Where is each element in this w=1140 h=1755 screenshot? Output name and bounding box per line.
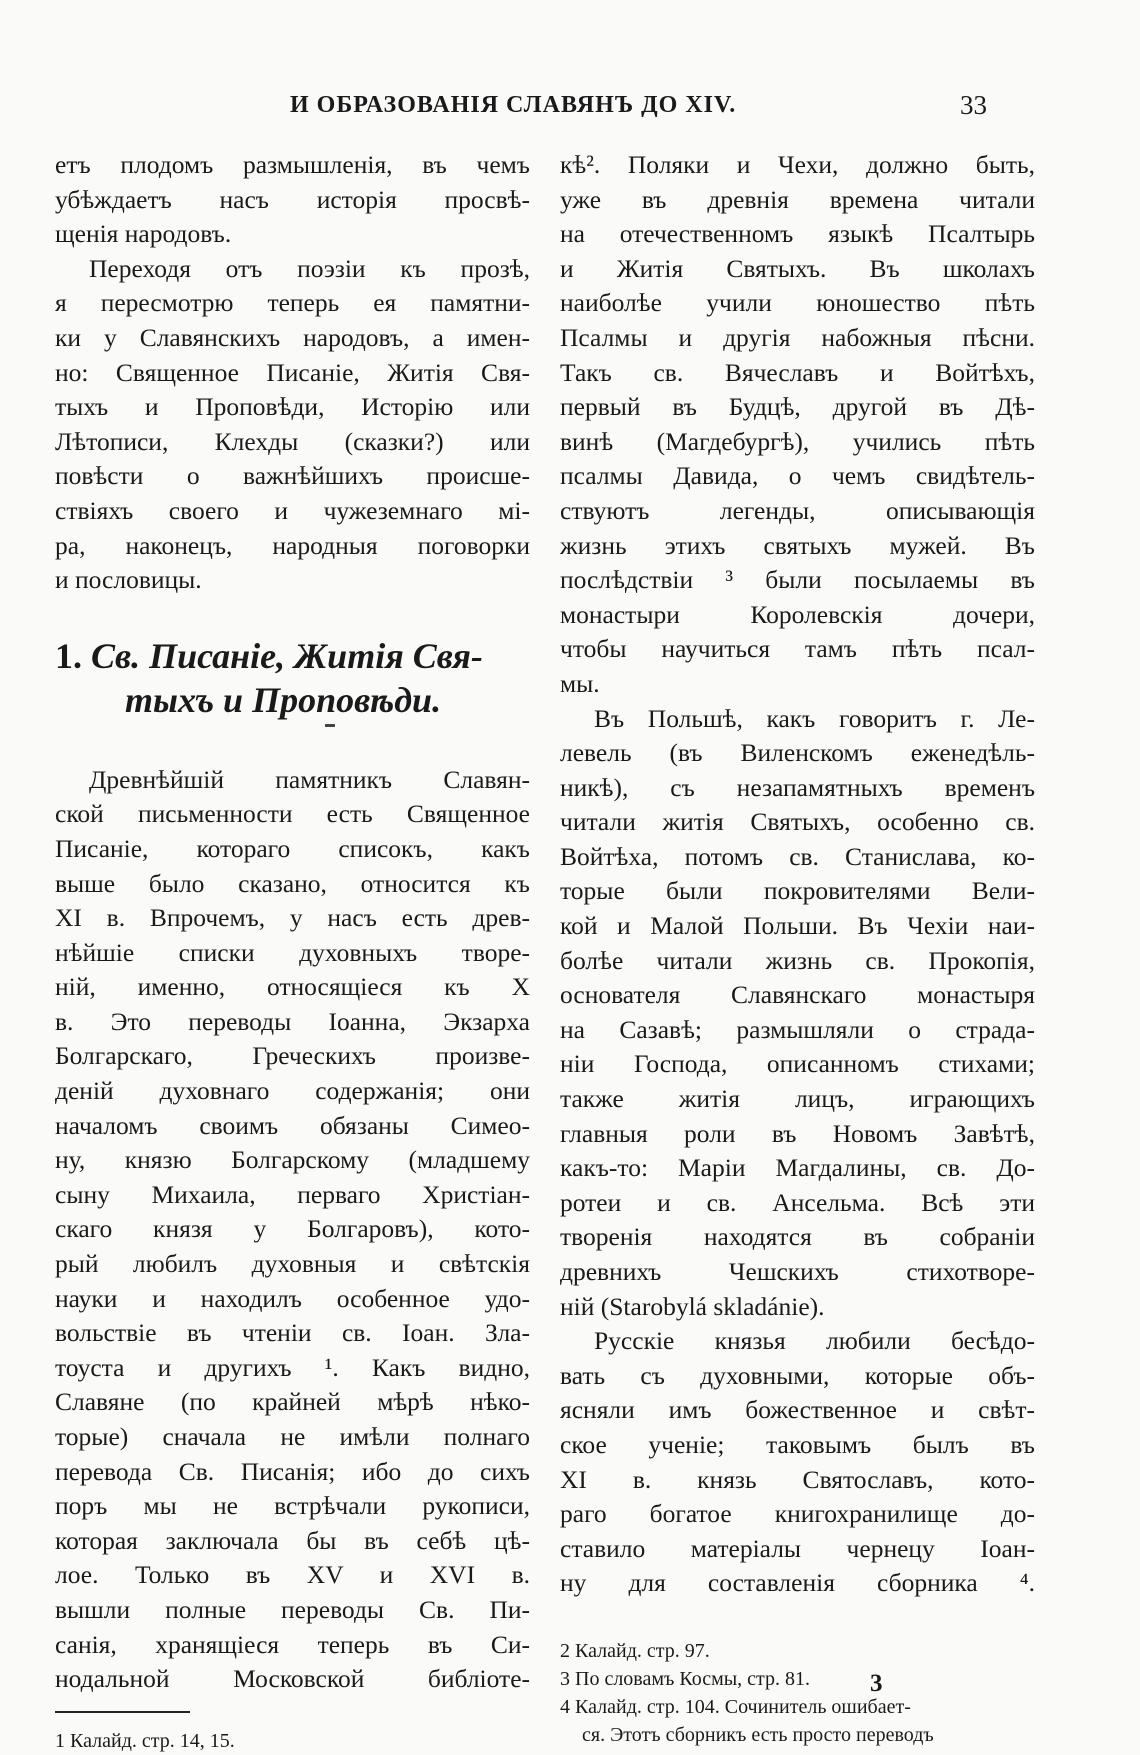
text-line: ра, наконецъ, народныя поговорки xyxy=(55,530,530,560)
section-heading xyxy=(55,634,530,722)
text-line: ній, именно, относящіеся къ X xyxy=(55,972,530,1002)
text-line: Болгарскаго, Греческихъ произве- xyxy=(55,1041,530,1071)
footnote: 3 По словамъ Космы, стр. 81. xyxy=(560,1667,811,1690)
spacer xyxy=(55,727,530,763)
text-line: лое. Только въ XV и XVI в. xyxy=(55,1560,530,1590)
text-line: кой и Малой Польши. Въ Чехіи наи- xyxy=(560,911,1035,941)
text-line: науки и находилъ особенное удо- xyxy=(55,1283,530,1313)
text-line: ясняли имъ божественное и свѣт- xyxy=(560,1395,1035,1425)
text-line: нѣйшіе списки духовныхъ творе- xyxy=(55,937,530,967)
text-line: щенія народовъ. xyxy=(55,219,232,249)
text-line: Переходя отъ поэзіи къ прозѣ, xyxy=(89,253,530,283)
paragraph-1 xyxy=(55,148,530,252)
text-line: послѣдствіи ³ были посылаемы въ xyxy=(560,565,1035,595)
text-line: какъ-то: Маріи Магдалины, св. До- xyxy=(560,1153,1035,1183)
paragraph-2 xyxy=(560,702,1035,1325)
text-line: поръ мы не встрѣчали рукописи, xyxy=(55,1491,530,1521)
text-line: Лѣтописи, Клехды (сказки?) или xyxy=(55,426,530,456)
paragraph-2 xyxy=(55,252,530,598)
paragraph-3 xyxy=(560,1324,1035,1601)
text-line: тыхъ и Проповѣди, Исторію или xyxy=(55,392,530,422)
text-line: Такъ св. Вячеславъ и Войтѣхъ, xyxy=(560,357,1035,387)
left-column xyxy=(55,148,530,1755)
text-line: выше было сказано, относится къ xyxy=(55,868,530,898)
text-line: читали житія Святыхъ, особенно св. xyxy=(560,807,1035,837)
text-line: наиболѣе учили юношество пѣть xyxy=(560,288,1035,318)
text-line: ставило матеріалы чернецу Іоан- xyxy=(560,1533,1035,1563)
text-line: перевода Св. Писанія; ибо до сихъ xyxy=(55,1456,530,1486)
right-column xyxy=(560,148,1035,1749)
text-line: ніи Господа, описанномъ стихами; xyxy=(560,1049,1035,1079)
text-line: вольствіе въ чтеніи св. Іоан. Зла- xyxy=(55,1318,530,1348)
text-line: жизнь этихъ святыхъ мужей. Въ xyxy=(560,530,1035,560)
text-line: Войтѣха, потомъ св. Станислава, ко- xyxy=(560,841,1035,871)
text-line: ское ученіе; таковымъ былъ въ xyxy=(560,1429,1035,1459)
text-line: нодальной Московской библіоте- xyxy=(55,1664,530,1694)
text-line: Писаніе, котораго списокъ, какъ xyxy=(55,833,530,863)
text-line: монастыри Королевскія дочери, xyxy=(560,599,1035,629)
page-number: 33 xyxy=(960,90,987,120)
text-line: деній духовнаго содержанія; они xyxy=(55,1076,530,1106)
paragraph-3 xyxy=(55,763,530,1697)
spacer xyxy=(560,1601,1035,1637)
text-line: санія, хранящіеся теперь въ Си- xyxy=(55,1629,530,1659)
text-line: болѣе читали жизнь св. Прокопія, xyxy=(560,945,1035,975)
text-line: и пословицы. xyxy=(55,565,202,595)
text-line: торые) сначала не имѣли полнаго xyxy=(55,1422,530,1451)
section-heading-line-1: Св. Писаніе, Житія Свя- xyxy=(91,635,483,676)
text-line: кѣ². Поляки и Чехи, должно быть, xyxy=(560,150,1035,179)
text-line: основателя Славянскаго монастыря xyxy=(560,980,1035,1010)
text-line: сыну Михаила, перваго Христіан- xyxy=(55,1179,530,1209)
text-line: раго богатое книгохранилище до- xyxy=(560,1499,1035,1529)
text-line: также житія лицъ, играющихъ xyxy=(560,1084,1035,1114)
text-line: и Житія Святыхъ. Въ школахъ xyxy=(560,253,1035,283)
text-line: мы. xyxy=(560,668,600,698)
text-line: уже въ древнія времена читали xyxy=(560,184,1035,214)
text-line: ствіяхъ своего и чужеземнаго мі- xyxy=(55,495,530,525)
text-line: никѣ), съ незапамятныхъ временъ xyxy=(560,772,1035,802)
text-line: древнихъ Чешскихъ стихотворе- xyxy=(560,1257,1035,1286)
text-line: я пересмотрю теперь ея памятни- xyxy=(55,288,530,318)
text-line: повѣсти о важнѣйшихъ происше- xyxy=(55,461,530,491)
text-line: главныя роли въ Новомъ Завѣтѣ, xyxy=(560,1118,1035,1148)
text-line: началомъ своимъ обязаны Симео- xyxy=(55,1110,530,1140)
text-line: чтобы научиться тамъ пѣть псал- xyxy=(560,634,1035,664)
running-title: И ОБРАЗОВАНІЯ СЛАВЯНЪ ДО XIV. xyxy=(290,92,737,118)
text-line: ну, князю Болгарскому (младшему xyxy=(55,1145,530,1175)
text-line: ну для составленія сборника ⁴. xyxy=(560,1568,1035,1598)
printer-signature: 3 xyxy=(870,1670,883,1697)
text-line: скаго князя у Болгаровъ), кото- xyxy=(55,1214,530,1244)
text-line: ротеи и св. Ансельма. Всѣ эти xyxy=(560,1187,1035,1217)
text-line: в. Это переводы Іоанна, Экзарха xyxy=(55,1006,530,1036)
text-line: етъ плодомъ размышленія, въ чемъ xyxy=(55,150,530,179)
text-line: которая заключала бы въ себѣ цѣ- xyxy=(55,1525,530,1555)
text-line: XI в. Впрочемъ, у насъ есть древ- xyxy=(55,903,530,933)
text-line: Псалмы и другія набожныя пѣсни. xyxy=(560,322,1035,352)
paragraph-1 xyxy=(560,148,1035,702)
text-line: Русскіе князья любили бесѣдо- xyxy=(594,1326,1035,1356)
text-line: левель (въ Виленскомъ еженедѣль- xyxy=(560,738,1035,768)
text-line: винѣ (Магдебургѣ), учились пѣть xyxy=(560,426,1035,456)
page-header xyxy=(0,88,1140,128)
text-line: рый любилъ духовныя и свѣтскія xyxy=(55,1249,530,1279)
footnote: 1 Калайд. стр. 14, 15. xyxy=(55,1729,235,1752)
section-heading-line-2: тыхъ и Проповѣди. xyxy=(125,679,442,720)
footnote: 2 Калайд. стр. 97. xyxy=(560,1639,710,1662)
text-line: ствуютъ легенды, описывающія xyxy=(560,495,1035,525)
text-line: вышли полные переводы Св. Пи- xyxy=(55,1594,530,1624)
text-line: Славяне (по крайней мѣрѣ нѣко- xyxy=(55,1387,530,1417)
text-line: Древнѣйшій памятникъ Славян- xyxy=(89,764,530,794)
text-line: творенія находятся въ собраніи xyxy=(560,1222,1035,1252)
text-line: но: Священное Писаніе, Житія Свя- xyxy=(55,357,530,387)
text-line: на Сазавѣ; размышляли о страда- xyxy=(560,1014,1035,1044)
text-line: Въ Польшѣ, какъ говоритъ г. Ле- xyxy=(594,703,1035,733)
text-line: убѣждаетъ насъ исторія просвѣ- xyxy=(55,184,530,214)
text-line: ской письменности есть Священное xyxy=(55,799,530,829)
text-line: тоуста и другихъ ¹. Какъ видно, xyxy=(55,1352,530,1382)
footnote: ся. Этотъ сборникъ есть просто переводъ xyxy=(582,1723,934,1746)
text-line: XI в. князь Святославъ, кото- xyxy=(560,1464,1035,1494)
section-number: 1. xyxy=(55,635,82,676)
footnote: 4 Калайд. стр. 104. Сочинитель ошибает- xyxy=(560,1695,911,1718)
text-line: вать съ духовными, которые объ- xyxy=(560,1360,1035,1390)
text-line: торые были покровителями Вели- xyxy=(560,876,1035,906)
footnote-separator xyxy=(55,1711,190,1713)
text-line: псалмы Давида, о чемъ свидѣтель- xyxy=(560,461,1035,491)
text-line: первый въ Будцѣ, другой въ Дѣ- xyxy=(560,392,1035,422)
text-line: на отечественномъ языкѣ Псалтырь xyxy=(560,219,1035,249)
text-line: ки у Славянскихъ народовъ, а имен- xyxy=(55,322,530,352)
spacer xyxy=(55,598,530,634)
text-line: ній (Starobylá skladánie). xyxy=(560,1291,825,1321)
